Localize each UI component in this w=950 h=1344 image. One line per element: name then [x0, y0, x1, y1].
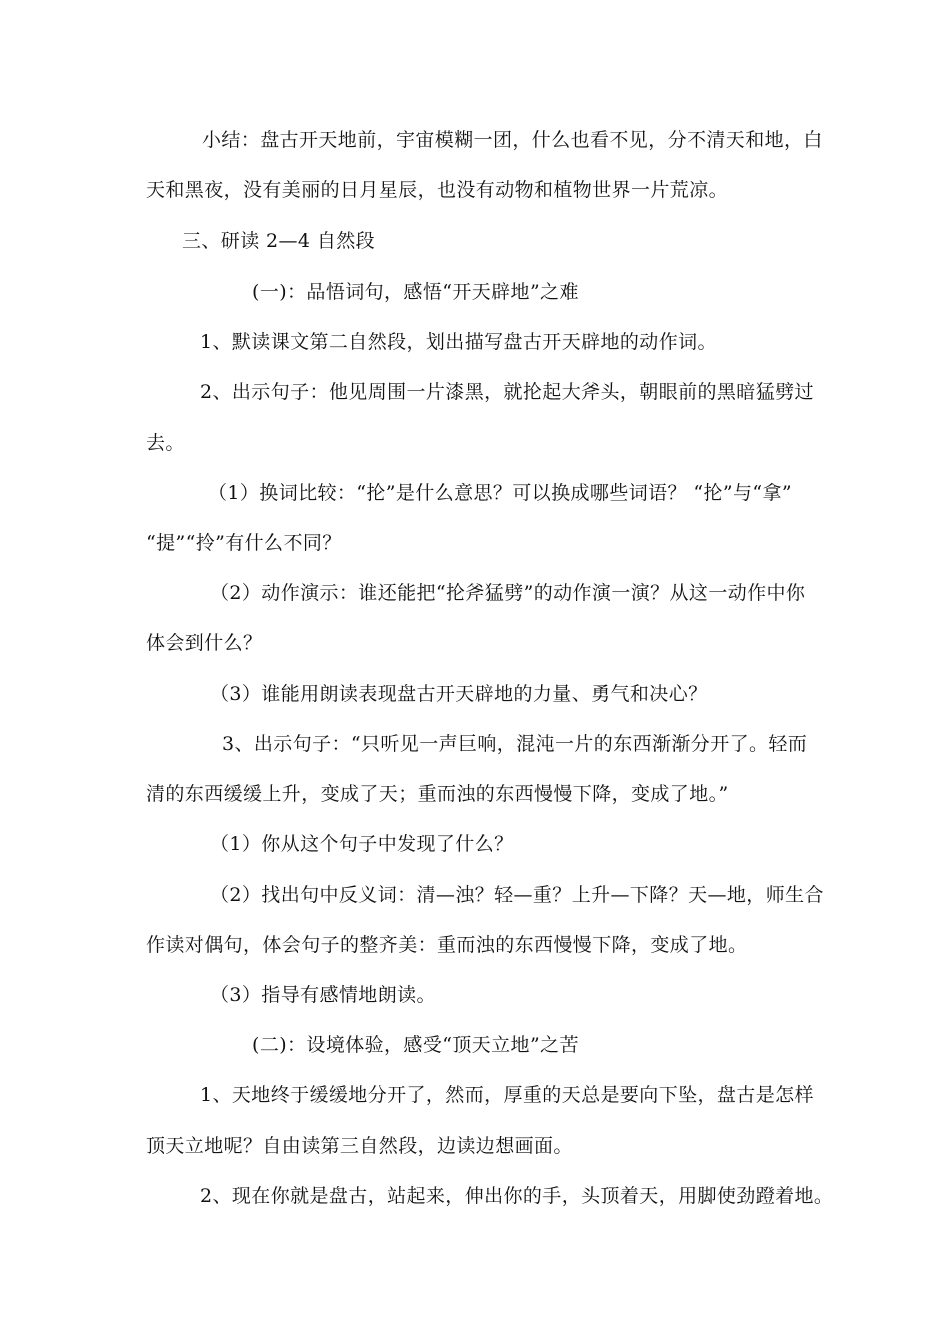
- paragraph-line: （2）动作演示：谁还能把“抡斧猛劈”的动作演一演？从这一动作中你: [210, 582, 806, 604]
- paragraph-line: 2、现在你就是盘古，站起来，伸出你的手，头顶着天，用脚使劲蹬着地。: [200, 1185, 834, 1207]
- paragraph-line: 顶天立地呢？自由读第三自然段，边读边想画面。: [146, 1135, 573, 1157]
- summary-line-2: 天和黑夜，没有美丽的日月星辰，也没有动物和植物世界一片荒凉。: [146, 179, 729, 201]
- paragraph-line: 3、出示句子：“只听见一声巨响，混沌一片的东西渐渐分开了。轻而: [222, 733, 808, 755]
- paragraph-line: 去。: [146, 432, 185, 454]
- paragraph-line: “提”“拎”有什么不同？: [146, 532, 342, 554]
- paragraph-line: 作读对偶句，体会句子的整齐美：重而浊的东西慢慢下降，变成了地。: [146, 934, 748, 956]
- section-heading-3: 三、研读 2—4 自然段: [182, 230, 376, 252]
- summary-line-1: 小结：盘古开天地前，宇宙模糊一团，什么也看不见，分不清天和地，白: [202, 129, 823, 151]
- paragraph-line: （3）谁能用朗读表现盘古开天辟地的力量、勇气和决心？: [210, 683, 708, 705]
- subsection-heading-1: (一)：品悟词句，感悟“开天辟地”之难: [252, 281, 579, 303]
- paragraph-line: （1）换词比较：“抡”是什么意思？可以换成哪些词语？ “抡”与“拿”: [208, 482, 793, 504]
- paragraph-line: 体会到什么？: [146, 632, 263, 654]
- paragraph-line: 清的东西缓缓上升，变成了天；重而浊的东西慢慢下降，变成了地。”: [146, 783, 729, 805]
- paragraph-line: 1、天地终于缓缓地分开了，然而，厚重的天总是要向下坠，盘古是怎样: [200, 1084, 814, 1106]
- paragraph-line: （2）找出句中反义词：清—浊？轻—重？上升—下降？天—地，师生合: [210, 884, 824, 906]
- paragraph-line: （3）指导有感情地朗读。: [210, 984, 436, 1006]
- paragraph-line: 1、默读课文第二自然段，划出描写盘古开天辟地的动作词。: [200, 331, 717, 353]
- paragraph-line: （1）你从这个句子中发现了什么？: [210, 833, 514, 855]
- subsection-heading-2: (二)：设境体验，感受“顶天立地”之苦: [252, 1034, 579, 1056]
- paragraph-line: 2、出示句子：他见周围一片漆黑，就抡起大斧头，朝眼前的黑暗猛劈过: [200, 381, 814, 403]
